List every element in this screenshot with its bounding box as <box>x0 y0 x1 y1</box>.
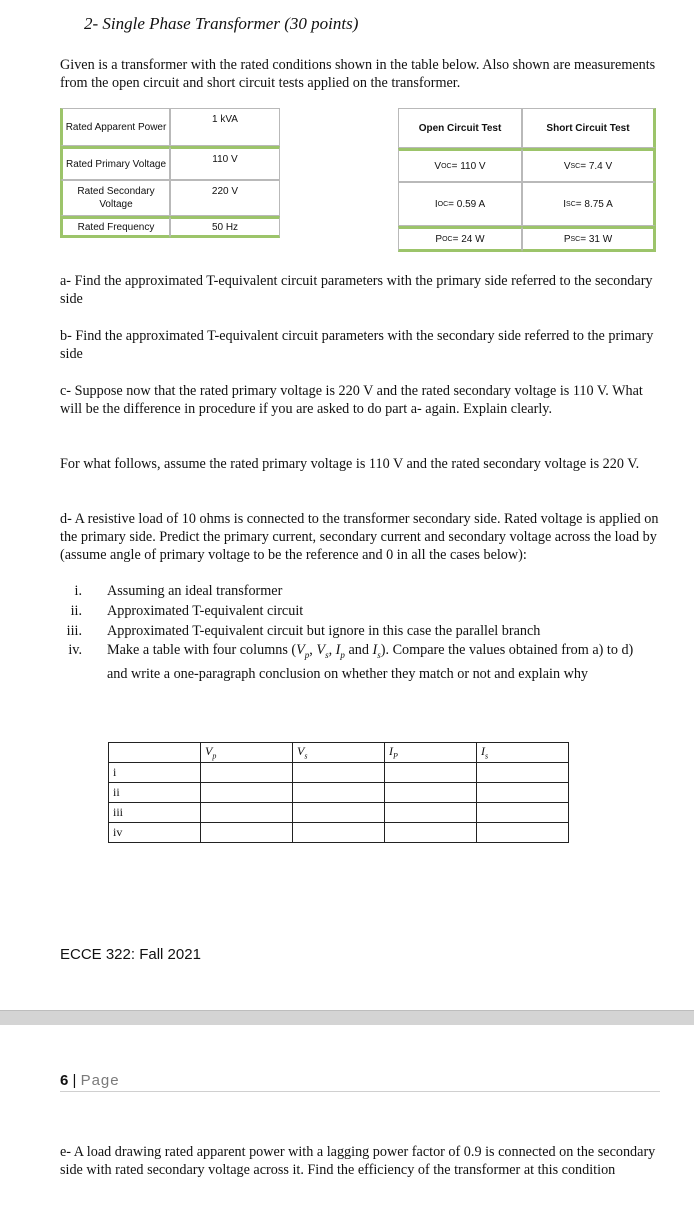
problem-title: 2- Single Phase Transformer (30 points) <box>84 14 359 33</box>
table-cell <box>385 803 477 823</box>
page-label: Page <box>80 1072 120 1089</box>
list-text: Approximated T-equivalent circuit but ignore in this case the parallel branch <box>107 623 541 639</box>
text-part: ). Compare the values obtained from a) to d) and write a one-paragraph conclusion on whether they match or not and explain why <box>107 642 634 683</box>
math-symbol: V <box>297 744 305 759</box>
math-symbol: I <box>389 744 393 759</box>
list-number: iii. <box>66 623 82 639</box>
table-cell <box>293 823 385 843</box>
table-cell <box>293 783 385 803</box>
rated-label-cell: Rated Primary Voltage <box>60 146 170 180</box>
math-subscript: s <box>377 649 381 660</box>
math-symbol: V <box>296 642 305 658</box>
list-text <box>107 641 657 685</box>
rated-conditions-table <box>60 108 280 238</box>
page-header-divider <box>60 1091 660 1092</box>
rated-label-cell: Rated Secondary Voltage <box>60 180 170 216</box>
text-part: , <box>309 642 317 658</box>
list-number: iv. <box>68 642 82 658</box>
value: = 110 V <box>451 160 486 172</box>
rated-label-cell: Rated Apparent Power <box>60 108 170 146</box>
part-b: b- Find the approximated T-equivalent circuit parameters with the secondary side referred to the primary side <box>60 328 654 362</box>
table-header-cell <box>201 743 293 763</box>
list-text: Assuming an ideal transformer <box>107 583 283 599</box>
math-symbol: I <box>372 642 378 658</box>
ioc-cell <box>398 182 522 226</box>
math-subscript: s <box>325 649 329 660</box>
table-cell <box>385 783 477 803</box>
subscript: OC <box>437 200 449 208</box>
math-subscript: s <box>304 751 308 761</box>
table-cell <box>477 803 569 823</box>
value: = 8.75 A <box>575 198 613 210</box>
voc-cell <box>398 148 522 182</box>
value: = 24 W <box>452 233 485 245</box>
poc-cell <box>398 226 522 252</box>
open-circuit-header: Open Circuit Test <box>398 108 522 148</box>
table-header-cell <box>477 743 569 763</box>
row-label: ii <box>109 783 201 803</box>
table-cell <box>201 783 293 803</box>
text-part: Make a table with four columns ( <box>107 642 297 658</box>
symbol: I <box>563 198 567 210</box>
value: = 0.59 A <box>448 198 486 210</box>
table-cell <box>201 823 293 843</box>
math-symbol: V <box>316 642 326 658</box>
vsc-cell <box>522 148 656 182</box>
rated-value-cell: 50 Hz <box>170 216 280 238</box>
subscript: SC <box>566 200 576 208</box>
rated-value-cell: 220 V <box>170 180 280 216</box>
symbol: I <box>434 198 438 210</box>
short-circuit-header: Short Circuit Test <box>522 108 656 148</box>
table-row <box>109 823 569 843</box>
list-text: Approximated T-equivalent circuit <box>107 603 304 619</box>
math-subscript: s <box>485 751 489 761</box>
part-d: d- A resistive load of 10 ohms is connected to the transformer secondary side. Rated voltage is applied on the primary side. Predict the primary current, secondary current and secondary voltage across the load by (assume angle of primary voltage to be the reference and 0 in all the cases below): <box>60 511 659 563</box>
page-break <box>0 1010 694 1025</box>
table-row <box>109 763 569 783</box>
assumption-paragraph: For what follows, assume the rated primary voltage is 110 V and the rated secondary voltage is 220 V. <box>60 456 640 472</box>
text-part: and <box>344 642 373 658</box>
course-footer: ECCE 322: Fall 2021 <box>60 946 201 963</box>
subscript: SC <box>570 235 581 243</box>
value: = 7.4 V <box>580 160 613 172</box>
table-cell <box>201 803 293 823</box>
symbol: P <box>563 233 571 245</box>
subscript: OC <box>441 162 452 170</box>
math-symbol: I <box>335 642 341 658</box>
results-table <box>108 742 569 843</box>
table-corner-cell <box>109 743 201 763</box>
math-subscript: p <box>340 649 345 660</box>
psc-cell <box>522 226 656 252</box>
rated-value-cell: 1 kVA <box>170 108 280 146</box>
table-cell <box>385 823 477 843</box>
isc-cell <box>522 182 656 226</box>
intro-paragraph: Given is a transformer with the rated conditions shown in the table below. Also shown are measurements from the open circuit and short circuit tests applied on the transformer. <box>60 57 656 91</box>
math-subscript: p <box>304 649 310 660</box>
table-header-cell <box>385 743 477 763</box>
test-measurements-table <box>398 108 656 252</box>
rated-label-cell: Rated Frequency <box>60 216 170 238</box>
math-subscript: p <box>212 751 217 761</box>
part-a: a- Find the approximated T-equivalent circuit parameters with the primary side referred to the secondary side <box>60 273 653 307</box>
page-number-value: 6 <box>60 1072 69 1089</box>
list-number: i. <box>74 583 82 599</box>
table-cell <box>385 763 477 783</box>
part-c: c- Suppose now that the rated primary voltage is 220 V and the rated secondary voltage is 110 V. What will be the difference in procedure if you are asked to do part a- again. Explain clearly. <box>60 383 643 417</box>
table-row <box>109 783 569 803</box>
row-label: iv <box>109 823 201 843</box>
table-cell <box>477 823 569 843</box>
row-label: i <box>109 763 201 783</box>
math-symbol: V <box>205 744 213 759</box>
symbol: P <box>435 233 443 245</box>
table-cell <box>477 763 569 783</box>
part-e: e- A load drawing rated apparent power with a lagging power factor of 0.9 is connected on the secondary side with rated secondary voltage across it. Find the efficiency of the transformer at this condition <box>60 1144 656 1178</box>
subscript: SC <box>570 162 581 170</box>
math-symbol: I <box>481 744 485 759</box>
list-number: ii. <box>70 603 82 619</box>
table-cell <box>293 803 385 823</box>
symbol: V <box>563 160 571 172</box>
subscript: OC <box>442 235 453 243</box>
table-header-cell <box>293 743 385 763</box>
symbol: V <box>434 160 442 172</box>
value: = 31 W <box>580 233 613 245</box>
page-number: 6 | Page <box>60 1072 120 1089</box>
table-header-row <box>109 743 569 763</box>
rated-value-cell: 110 V <box>170 146 280 180</box>
text-part: , <box>328 642 336 658</box>
table-cell <box>477 783 569 803</box>
table-cell <box>201 763 293 783</box>
row-label: iii <box>109 803 201 823</box>
math-subscript: P <box>393 751 398 761</box>
table-row <box>109 803 569 823</box>
table-cell <box>293 763 385 783</box>
